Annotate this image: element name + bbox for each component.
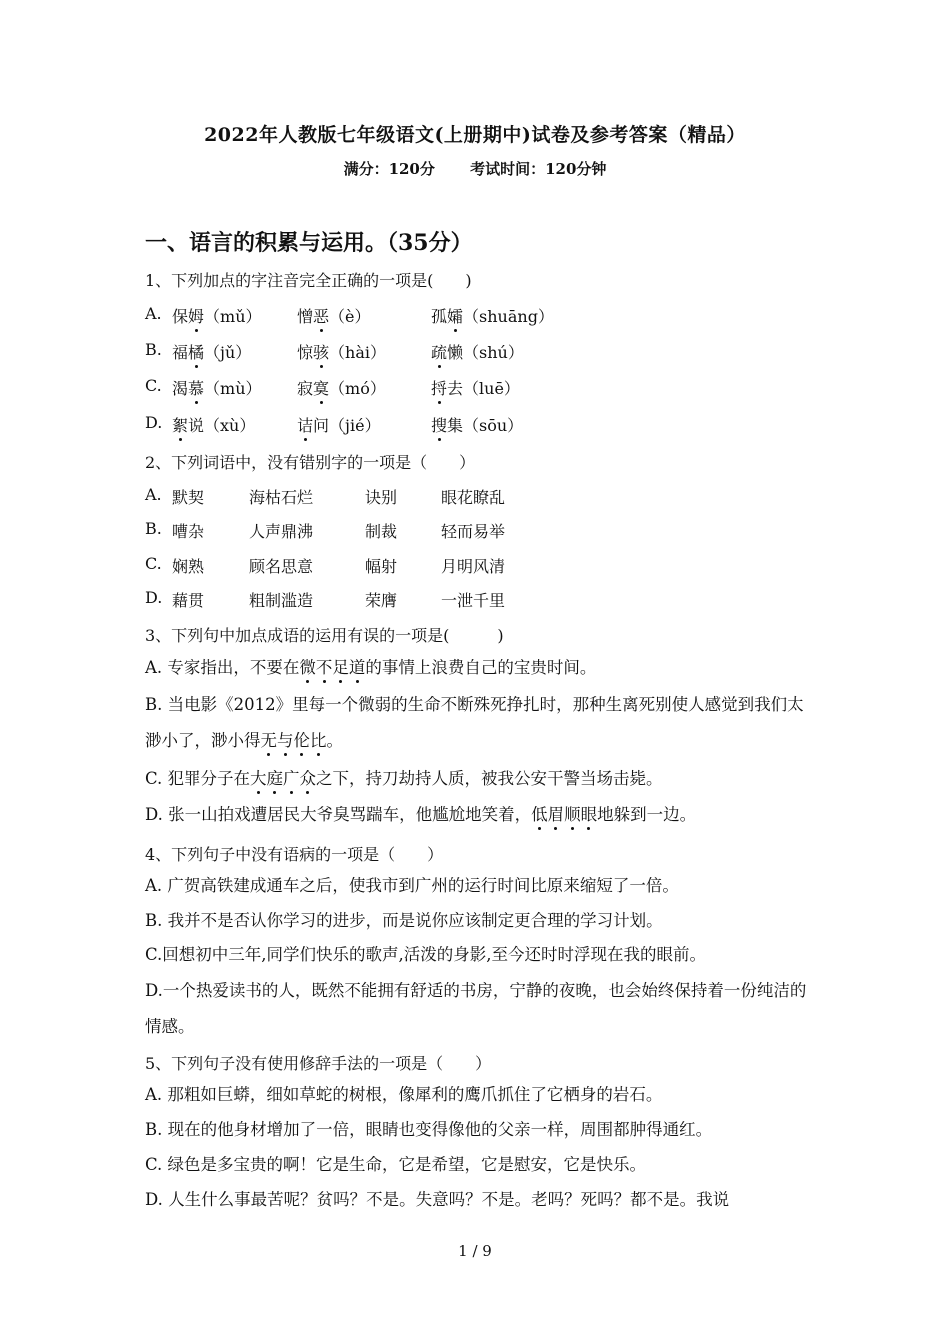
- q4-option-d: D.一个热爱读书的人，既然不能拥有舒适的书房，宁静的夜晚，也会始终保持着一份纯洁的情感。: [145, 981, 807, 1036]
- q3-option-d: D. 张一山拍戏遭居民大爷臭骂踹车，他尴尬地笑着，低眉顺眼地躲到一边。: [145, 805, 697, 824]
- q4-option-a: A. 广贺高铁建成通车之后，使我市到广州的运行时间比原来缩短了一倍。: [145, 876, 679, 895]
- section-heading: 一、语言的积累与运用。（35分）: [145, 230, 473, 256]
- q3-option-a: A. 专家指出，不要在微不足道的事情上浪费自己的宝贵时间。: [145, 658, 597, 677]
- page-number: 1 / 9: [458, 1242, 492, 1260]
- exam-meta: [0, 158, 950, 179]
- q5-option-a: A. 那粗如巨蟒，细如草蛇的树根，像犀利的鹰爪抓住了它栖身的岩石。: [145, 1085, 663, 1104]
- question-5-stem: 5、下列句子没有使用修辞手法的一项是（ ）: [145, 1054, 492, 1073]
- q3-option-c: C. 犯罪分子在大庭广众之下，持刀劫持人质，被我公安干警当场击毙。: [145, 769, 663, 788]
- question-1-stem: 1、下列加点的字注音完全正确的一项是( ): [145, 271, 472, 290]
- document-title: 2022年人教版七年级语文(上册期中)试卷及参考答案（精品）: [204, 124, 746, 146]
- full-score: 满分：120分: [343, 160, 435, 178]
- q4-option-b: B. 我并不是否认你学习的进步，而是说你应该制定更合理的学习计划。: [145, 911, 663, 930]
- q5-option-c: C. 绿色是多宝贵的啊！它是生命，它是希望，它是慰安，它是快乐。: [145, 1155, 647, 1174]
- exam-time: 考试时间：120分钟: [470, 160, 607, 178]
- q5-option-d: D. 人生什么事最苦呢？贫吗？不是。失意吗？不是。老吗？死吗？都不是。我说: [145, 1190, 730, 1209]
- question-3-stem: 3、下列句中加点成语的运用有误的一项是( ): [145, 626, 504, 645]
- q3-option-b: B. 当电影《2012》里每一个微弱的生命不断殊死挣扎时，那种生离死别使人感觉到我们太渺小了，渺小得无与伦比。: [145, 695, 804, 750]
- q4-option-c: C.回想初中三年,同学们快乐的歌声,活泼的身影,至今还时时浮现在我的眼前。: [145, 945, 707, 964]
- q5-option-b: B. 现在的他身材增加了一倍，眼睛也变得像他的父亲一样，周围都肿得通红。: [145, 1120, 713, 1139]
- question-2-stem: 2、下列词语中，没有错别字的一项是（ ）: [145, 453, 476, 472]
- question-4-stem: 4、下列句子中没有语病的一项是（ ）: [145, 845, 444, 864]
